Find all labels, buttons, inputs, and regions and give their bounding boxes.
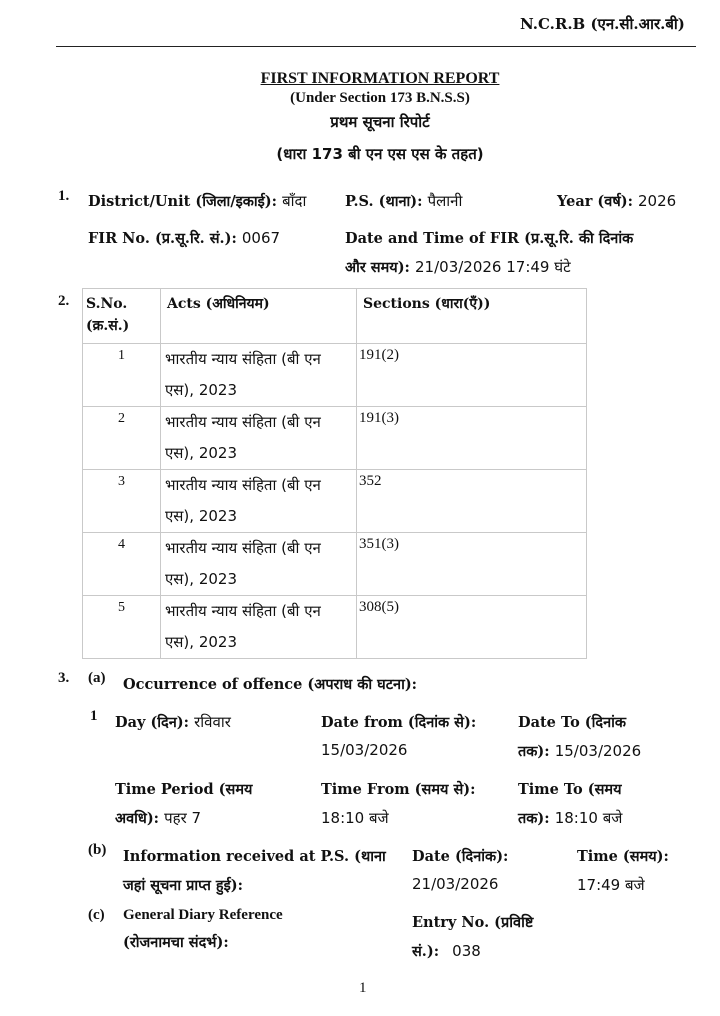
gd-reference-label-line1: General Diary Reference bbox=[123, 907, 283, 923]
header-divider bbox=[56, 46, 696, 47]
year-label: Year (वर्ष): bbox=[557, 193, 633, 210]
date-to-label-line1: Date To (दिनांक bbox=[518, 714, 627, 731]
time-period-label-line1: Time Period (समय bbox=[115, 781, 253, 798]
time-to-field bbox=[518, 808, 622, 828]
entry-no-field bbox=[412, 941, 481, 961]
day-field bbox=[115, 712, 231, 732]
day-label: Day (दिन): bbox=[115, 714, 190, 731]
subsection-a-label: (a) bbox=[88, 670, 106, 686]
entry-no-value: 038 bbox=[452, 942, 481, 960]
gd-reference-label-line2: (रोजनामचा संदर्भ): bbox=[123, 934, 229, 951]
row-act: भारतीय न्याय संहिता (बी एन एस), 2023 bbox=[165, 539, 321, 588]
info-time-label: Time (समय): bbox=[577, 848, 669, 865]
fir-label: FIR No. (प्र.सू.रि. सं.): bbox=[88, 230, 237, 247]
occurrence-item-number: 1 bbox=[90, 708, 98, 724]
info-date-label: Date (दिनांक): bbox=[412, 848, 509, 865]
row-act: भारतीय न्याय संहिता (बी एन एस), 2023 bbox=[165, 476, 321, 525]
time-period-field bbox=[115, 808, 201, 828]
time-period-label-line2: अवधि): bbox=[115, 810, 160, 827]
row-sno: 1 bbox=[118, 348, 125, 363]
subsection-c-label: (c) bbox=[88, 907, 105, 923]
report-subtitle-hi: (धारा 173 बी एन एस एस के तहत) bbox=[276, 145, 484, 163]
time-period-value: पहर 7 bbox=[164, 809, 202, 827]
entry-no-label-line1: Entry No. (प्रविष्टि bbox=[412, 914, 534, 931]
acts-header: Acts (अधिनियम) bbox=[161, 289, 357, 344]
report-title-hi: प्रथम सूचना रिपोर्ट bbox=[330, 113, 430, 131]
page-number: 1 bbox=[359, 980, 367, 996]
sections-header: Sections (धारा(एँ)) bbox=[357, 289, 587, 344]
table-row bbox=[83, 407, 587, 470]
acts-sections-table bbox=[82, 288, 587, 659]
ncrb-header: N.C.R.B (एन.सी.आर.बी) bbox=[520, 15, 685, 33]
date-to-field bbox=[518, 741, 641, 761]
entry-no-label-line2: सं.): bbox=[412, 943, 440, 960]
info-received-label-line1: Information received at P.S. (थाना bbox=[123, 848, 386, 865]
info-date-value: 21/03/2026 bbox=[412, 875, 499, 893]
row-act: भारतीय न्याय संहिता (बी एन एस), 2023 bbox=[165, 350, 321, 399]
subsection-b-label: (b) bbox=[88, 842, 107, 858]
district-value: बाँदा bbox=[282, 192, 307, 210]
ps-value: पैलानी bbox=[427, 192, 463, 210]
table-header-row bbox=[83, 289, 587, 344]
time-from-value: 18:10 बजे bbox=[321, 809, 389, 827]
row-section: 191(2) bbox=[359, 347, 399, 363]
occurrence-label: Occurrence of offence (अपराध की घटना): bbox=[123, 676, 418, 693]
time-to-label-line2: तक): bbox=[518, 810, 550, 827]
table-row bbox=[83, 344, 587, 407]
row-sno: 5 bbox=[118, 600, 125, 615]
year-field bbox=[557, 191, 676, 211]
row-section: 308(5) bbox=[359, 599, 399, 615]
fir-datetime-value: 21/03/2026 17:49 घंटे bbox=[415, 258, 571, 276]
day-value: रविवार bbox=[194, 713, 231, 731]
row-act: भारतीय न्याय संहिता (बी एन एस), 2023 bbox=[165, 413, 321, 462]
district-label: District/Unit (जिला/इकाई): bbox=[88, 193, 277, 210]
row-sno: 4 bbox=[118, 537, 125, 552]
year-value: 2026 bbox=[638, 192, 677, 210]
district-field bbox=[88, 191, 306, 211]
row-section: 352 bbox=[359, 473, 382, 489]
time-to-value: 18:10 बजे bbox=[554, 809, 623, 827]
sno-header-hi: (क्र.सं.) bbox=[86, 318, 130, 334]
date-to-value: 15/03/2026 bbox=[554, 742, 642, 760]
report-subtitle-en: (Under Section 173 B.N.S.S) bbox=[290, 90, 470, 106]
section-1-number: 1. bbox=[58, 188, 70, 204]
fir-datetime-field bbox=[345, 257, 571, 277]
row-section: 351(3) bbox=[359, 536, 399, 552]
time-from-label: Time From (समय से): bbox=[321, 781, 476, 798]
info-time-value: 17:49 बजे bbox=[577, 876, 645, 894]
row-sno: 2 bbox=[118, 411, 125, 426]
table-row bbox=[83, 596, 587, 659]
section-2-number: 2. bbox=[58, 293, 70, 309]
date-from-value: 15/03/2026 bbox=[321, 741, 408, 759]
date-to-label-line2: तक): bbox=[518, 743, 550, 760]
row-section: 191(3) bbox=[359, 410, 399, 426]
time-to-label-line1: Time To (समय bbox=[518, 781, 622, 798]
row-act: भारतीय न्याय संहिता (बी एन एस), 2023 bbox=[165, 602, 321, 651]
info-received-label-line2: जहां सूचना प्राप्त हुई): bbox=[123, 877, 243, 894]
fir-value: 0067 bbox=[241, 229, 281, 247]
fir-datetime-label-line2: और समय): bbox=[345, 259, 410, 276]
fir-datetime-label-line1: Date and Time of FIR (प्र.सू.रि. की दिनांक bbox=[345, 230, 634, 247]
table-row bbox=[83, 533, 587, 596]
police-station-field bbox=[345, 191, 462, 211]
date-from-label: Date from (दिनांक से): bbox=[321, 714, 477, 731]
section-3-number: 3. bbox=[58, 670, 70, 686]
ps-label: P.S. (थाना): bbox=[345, 193, 423, 210]
fir-number-field bbox=[88, 228, 280, 248]
sno-header bbox=[83, 289, 161, 344]
table-row bbox=[83, 470, 587, 533]
sno-header-en: S.No. bbox=[86, 296, 128, 312]
report-title-en: FIRST INFORMATION REPORT bbox=[260, 70, 500, 87]
row-sno: 3 bbox=[118, 474, 125, 489]
